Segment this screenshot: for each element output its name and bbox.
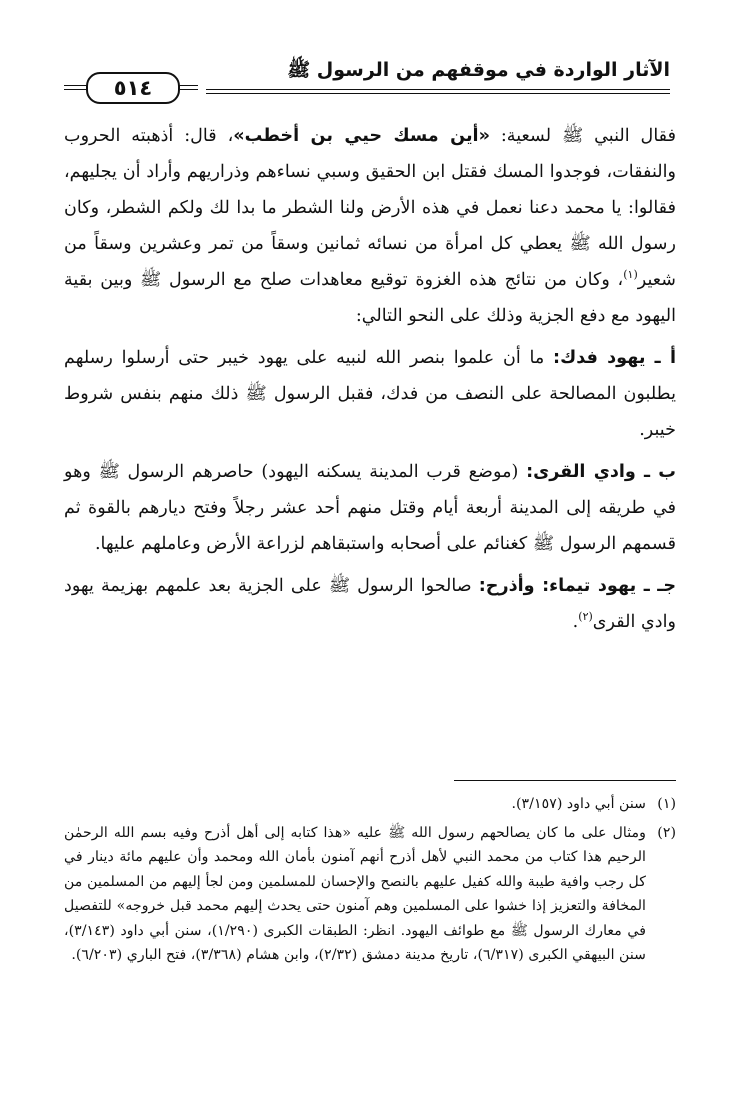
footnotes — [64, 792, 676, 972]
item-wadi-al-qura: ب ـ وادي القرى: (موضع قرب المدينة يسكنه اليهود) حاصرهم الرسول ﷺ وهو في طريقه إلى المدينة أربعة أيام وقتل منهم أحد عشر رجلاً وفتح ديارهم بالقوة ثم قسمهم الرسول ﷺ كغنائم على أصحابه واستبقاهم لزراعة الأرض وعاملهم عليها. — [64, 462, 676, 554]
footnote-text: ومثال على ما كان يصالحهم رسول الله ﷺ عليه «هذا كتابه إلى أهل أذرح وفيه بسم الله الرحمٰن الرحيم هذا كتاب من محمد النبي لأهل أذرح أنهم آمنون بأمان الله ومحمد وأن عليهم مائة دينار في كل رجب وافية طيبة والله كفيل عليهم بالنصح والإحسان للمسلمين ومن لجأ إليهم من المسلمين من المخافة والتعزيز إذا خشوا على المسلمين وهم آمنون حتى يحدث إليهم محمد قبل خروجه» للتفصيل في معارك الرسول ﷺ مع طوائف اليهود. انظر: الطبقات الكبرى (١/٢٩٠)، سنن أبي داود (٣/١٤٣)، سنن البيهقي الكبرى (٦/٣١٧)، تاريخ مدينة دمشق (٢/٣٢)، وابن هشام (٣/٣٦٨)، فتح الباري (٦/٢٠٣). — [64, 824, 646, 963]
running-title: الآثار الواردة في موقفهم من الرسول ﷺ — [287, 59, 670, 81]
footnote-ref-2: (٢) — [578, 610, 593, 624]
item-heading: جـ ـ يهود تيماء: وأذرح: — [478, 576, 677, 596]
page-header — [64, 52, 670, 100]
footnote-mark: (١) — [657, 796, 676, 812]
footnote — [64, 792, 676, 817]
item-fadak: أ ـ يهود فدك: ما أن علموا بنصر الله لنبيه على يهود خيبر حتى أرسلوا رسلهم يطلبون المصالحة على النصف من فدك، فقبل الرسول ﷺ ذلك منهم بنفس شروط خيبر. — [64, 348, 676, 440]
header-rule — [206, 89, 670, 94]
page-number-frame — [64, 72, 198, 102]
footnote-mark: (٢) — [657, 824, 676, 841]
quote-bold: «أين مسك حيي بن أخطب» — [233, 126, 490, 146]
item-heading: أ ـ يهود فدك: — [553, 348, 676, 368]
page-number: ٥١٤ — [86, 72, 180, 104]
footnote-ref-1: (١) — [623, 268, 638, 282]
footnote-text: سنن أبي داود (٣/١٥٧). — [511, 796, 646, 812]
footnote — [64, 821, 676, 968]
paragraph-intro: فقال النبي ﷺ لسعية: «أين مسك حيي بن أخطب»، قال: أذهبته الحروب والنفقات، فوجدوا المسك فقتل ابن الحقيق وسبي نساءهم وذراريهم وأراد أن يجليهم، فقالوا: يا محمد دعنا نعمل في هذه الأرض ولنا الشطر ما بدا لك ولكم الشطر، وكان رسول الله ﷺ يعطي كل امرأة من نسائه ثمانين وسقاً من تمر وعشرين وسقاً من شعير$^{(١)}$، وكان من نتائج هذه الغزوة توقيع معاهدات صلح مع الرسول ﷺ وبين بقية اليهود مع دفع الجزية وذلك على النحو التالي: — [64, 126, 676, 326]
item-tayma: جـ ـ يهود تيماء: وأذرح: صالحوا الرسول ﷺ على الجزية بعد علمهم بهزيمة يهود وادي القرى$^{(٢)}$. — [64, 576, 677, 632]
main-text — [64, 118, 676, 646]
footnote-separator — [454, 780, 676, 781]
item-heading: ب ـ وادي القرى: — [526, 462, 676, 482]
